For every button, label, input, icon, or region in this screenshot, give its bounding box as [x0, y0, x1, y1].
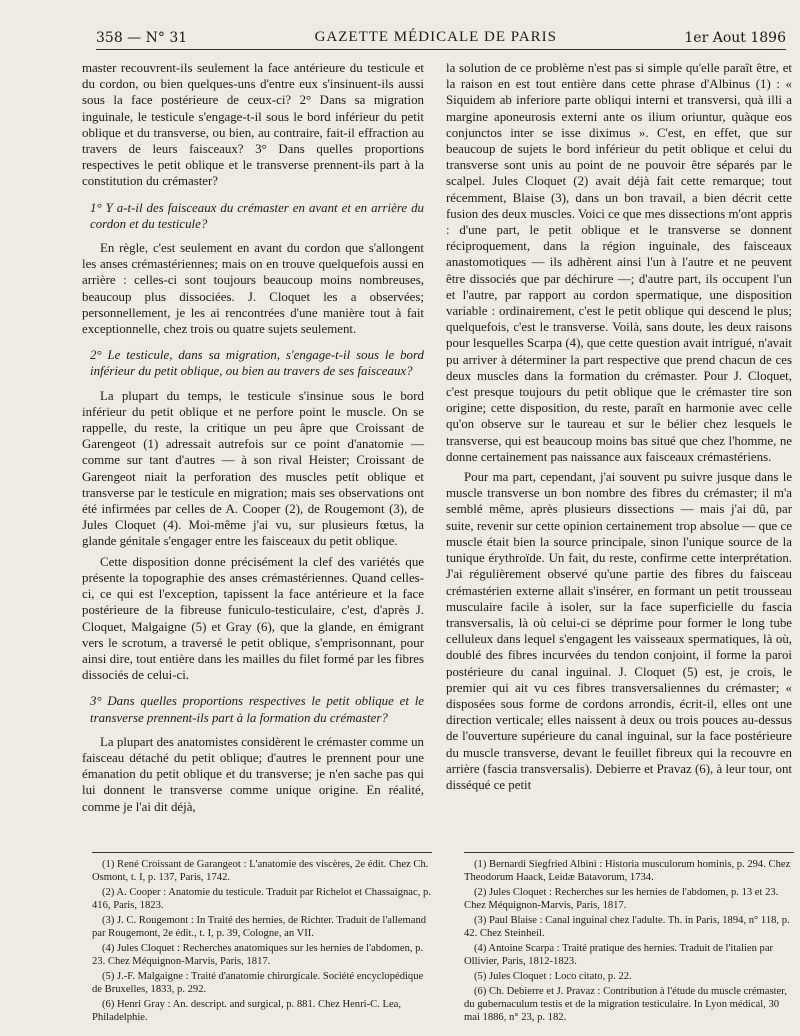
footnote: (6) Henri Gray : An. descript. and surgical, p. 881. Chez Henri-C. Lea, Philadelphie.	[92, 999, 401, 1023]
section-question: 3° Dans quelles proportions respectives le petit oblique et le transverse prennent-ils part à la formation du crémaster?	[90, 694, 424, 725]
footnotes-left	[92, 858, 434, 1026]
paragraph: La plupart du temps, le testicule s'insinue sous le bord inférieur du petit oblique et ne perfore point le muscle. On se rappelle, du reste, la critique un peu âpre que Croissant de Garengeot (1) adressait autrefois sur ce point d'anatomie — comme sur tant d'autres — à son rival Heister; Croissant de Garengeot niait la perforation des muscles petit oblique et transverse par le testicule en migration; mais ses observations ont été infirmées par celles de A. Cooper (2), de Rougemont (3), de Jules Cloquet (4). Moi-même j'ai vu, sur plusieurs fœtus, la glande génitale s'engager entre les faisceaux du petit oblique.	[82, 388, 424, 549]
issue-date: 1er Aout 1896	[684, 30, 786, 46]
running-header	[96, 18, 786, 50]
footnote: (2) Jules Cloquet : Recherches sur les hernies de l'abdomen, p. 13 et 23. Chez Méquignon-Marvis, Paris, 1817.	[464, 887, 779, 911]
paragraph: Cette disposition donne précisément la clef des variétés que présente la topographie des anses crémastériennes. Quand celles-ci, ce qui est l'exception, tapissent la face antérieure et la face postérieure de la fibreuse funiculo-testiculaire, c'est, d'après J. Cloquet, Malgaigne (5) et Gray (6), que la glande, en émigrant vers le scrotum, a traversé le petit oblique, s'emprisonnant, pour ainsi dire, tout entière dans les mailles du filet formé par les fibres dissociés de celui-ci.	[82, 554, 424, 683]
left-column	[82, 60, 424, 819]
paragraph: En règle, c'est seulement en avant du cordon que s'allongent les anses crémastériennes; mais on en trouve quelquefois aussi en arrière : celles-ci sont toujours beaucoup moins nombreuses, beaucoup plus dissociées. J. Cloquet les a observées; personnellement, je les ai rencontrées d'une manière tout à fait exceptionnelle, chez trois ou quatre sujets seulement.	[82, 241, 424, 337]
footnote: (3) J. C. Rougemont : In Traité des hernies, de Richter. Traduit de l'allemand par Rougemont, 2e édit., t. I, p. 39, Cologne, an VII.	[92, 915, 427, 939]
page-number: 358 — N° 31	[96, 30, 188, 46]
footnote-divider	[92, 852, 432, 853]
footnote: (1) Bernardi Siegfried Albini : Historia musculorum hominis, p. 294. Chez Theodorum Haack, Leidæ Batavorum, 1734.	[464, 859, 791, 883]
footnote: (2) A. Cooper : Anatomie du testicule. Traduit par Richelot et Chassaignac, p. 416, Paris, 1823.	[92, 887, 431, 911]
footnotes-right	[464, 858, 794, 1026]
footnote: (4) Antoine Scarpa : Traité pratique des hernies. Traduit de l'italien par Ollivier, Paris, 1812-1823.	[464, 943, 774, 967]
footnote: (3) Paul Blaise : Canal inguinal chez l'adulte. Th. in Paris, 1894, n° 118, p. 42. Chez Steinheil.	[464, 915, 790, 939]
journal-title: GAZETTE MÉDICALE DE PARIS	[314, 29, 557, 45]
footnote-divider	[464, 852, 794, 853]
paragraph: Pour ma part, cependant, j'ai souvent pu suivre jusque dans le muscle transverse un bon nombre des fibres du crémaster; il m'a semblé même, après plusieurs dissections — mais j'ai dû, par suite, revenir sur cette opinion certainement trop absolue — que ce muscle était bien la source principale, sinon l'unique source de la tunique érythroïde. Un fait, du reste, confirme cette interprétation. J'ai régulièrement observé qu'une partie des fibres du faisceau crémastérien externe allait s'insérer, en formant un petit trousseau musculaire facile à isoler, sur la face superficielle du fascia transversalis, là où celui-ci se déprime pour former le long tube celluleux dans lequel s'engagent les vaisseaux spermatiques, là où, doublé des fibres incurvées du tendon conjoint, il forme la paroi postérieure du canal inguinal. J. Cloquet (5) est, je crois, le premier qui ait vu ces fibres transversaliennes du crémaster; « disposées sous forme de cordons arrondis, écrit-il, elles ont une direction verticale; elles naissent à deux ou trois pouces au-dessus de l'ouverture supérieure du canal inguinal, sur la face postérieure du muscle transverse, devant le feuillet fibreux qui la recouvre en arrière (fascia transversalis). Debierre et Pravaz (6), à leur tour, ont disséqué ce petit	[446, 470, 792, 792]
footnote: (5) J.-F. Malgaigne : Traité d'anatomie chirurgicale. Société encyclopédique de Bruxelles, 1833, p. 292.	[92, 971, 424, 995]
footnote: (1) René Croissant de Garangeot : L'anatomie des viscères, 2e édit. Chez Ch. Osmont, t. I, p. 137, Paris, 1742.	[92, 859, 429, 883]
paragraph: la solution de ce problème n'est pas si simple qu'elle paraît être, et la raison en est tout entière dans cette phrase d'Albinus (1) : « Siquidem ab inferiore parte obliqui interni et transversi, quà illi a margine aponeurosis externi ante os ilium oriuntur, quàque eos conjunctos inter se isse diximus ». C'est, en effet, que sur beaucoup de sujets le bord inférieur du petit oblique et celui du transverse sont unis au point de ne pouvoir être séparés par le scalpel. Jules Cloquet (2) avait déjà fait cette remarque; tout récemment, Blaise (3), dans un bon travail, a bien décrit cette fusion des deux muscles. Voici ce que mes dissections m'ont appris : d'une part, le petit oblique et le transverse se donnent réciproquement, dans la région inguinale, des faisceaux anastomotiques — ils adhèrent ainsi l'un à l'autre et ne peuvent être dissociés que par déchirure —; d'autre part, ils occupent l'un et l'autre, par rapport au cordon spermatique, une disposition variable : ordinairement, c'est le petit oblique qui descend le plus; quelquefois, c'est le transverse. Voilà, sans doute, les deux raisons pour lesquelles Scarpa (4), que cette question avait intrigué, n'avait pu arriver à déterminer la part respective que prend chacun de ces deux muscles dans la formation du crémaster. Pour J. Cloquet, c'est presque toujours du petit oblique que le crémaster tire son origine; cette disposition, du reste, paraît en harmonie avec celle qu'on observe sur le taureau et sur le bélier chez lesquels le transverse, qui est beaucoup moins bas situé que chez l'homme, ne donne certainement pas naissance aux faisceaux crémastériens.	[446, 61, 792, 464]
section-question: 1° Y a-t-il des faisceaux du crémaster en avant et en arrière du cordon et du testicule?	[90, 200, 424, 231]
right-column	[446, 60, 792, 797]
paragraph: La plupart des anatomistes considèrent le crémaster comme un faisceau détaché du petit oblique; d'autres le prennent pour une émanation du petit oblique et du transverse; je n'en sache pas qui lui donnent le transverse comme unique origine. En réalité, comme je l'ai dit déjà,	[82, 734, 424, 814]
footnote: (6) Ch. Debierre et J. Pravaz : Contribution à l'étude du muscle crémaster, du gubernaculum testis et de la migration testiculaire. In Lyon médical, 30 mai 1886, n° 23, p. 182.	[464, 986, 788, 1023]
paragraph: master recouvrent-ils seulement la face antérieure du testicule et du cordon, ou bien quelques-uns d'entre eux s'insinuent-ils aussi sous la face postérieure de ceux-ci? 2° Dans sa migration inguinale, le testicule s'engage-t-il sous le bord inférieur du petit oblique et du transverse, ou bien, au contraire, fait-il effraction au travers de leurs faisceaux? 3° Dans quelles proportions respectives le petit oblique et le transverse prennent-ils part à la constitution du crémaster?	[82, 61, 424, 189]
section-question: 2° Le testicule, dans sa migration, s'engage-t-il sous le bord inférieur du petit oblique, ou bien au travers de ses faisceaux?	[90, 348, 424, 379]
footnote: (5) Jules Cloquet : Loco citato, p. 22.	[474, 971, 632, 982]
footnote: (4) Jules Cloquet : Recherches anatomiques sur les hernies de l'abdomen, p. 23. Chez Méquignon-Marvis, Paris, 1817.	[92, 943, 424, 967]
